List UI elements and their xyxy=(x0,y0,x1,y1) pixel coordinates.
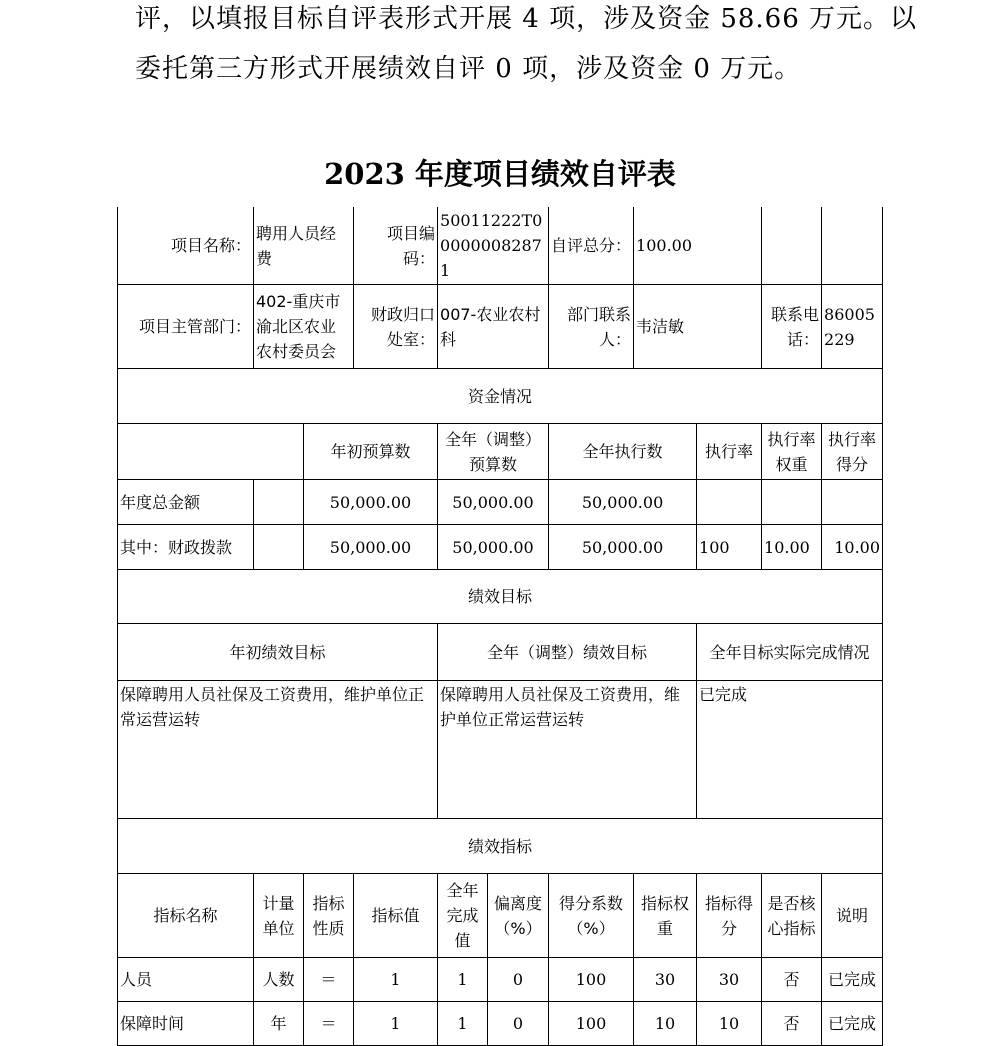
intro-line-2: 委托第三方形式开展绩效自评 0 项，涉及资金 0 万元。 xyxy=(135,54,802,84)
ind-header-note: 说明 xyxy=(822,874,883,958)
goals-header-actual: 全年目标实际完成情况 xyxy=(697,624,883,681)
ind-weight: 10 xyxy=(634,1002,697,1046)
goals-section-header: 绩效目标 xyxy=(118,570,883,624)
table-row xyxy=(118,1002,883,1046)
ind-core: 否 xyxy=(762,958,822,1002)
empty-cell xyxy=(697,480,762,525)
ind-note: 已完成 xyxy=(822,1002,883,1046)
ind-nature: ＝ xyxy=(304,958,354,1002)
ind-core: 否 xyxy=(762,1002,822,1046)
goal-actual: 已完成 xyxy=(697,681,883,819)
funds-header-row xyxy=(118,424,883,480)
project-code-label: 项目编码： xyxy=(354,207,438,285)
ind-header-completed: 全年完成值 xyxy=(438,874,488,958)
project-row-1 xyxy=(118,207,883,285)
table-row xyxy=(118,958,883,1002)
ind-header-value: 指标值 xyxy=(354,874,438,958)
goal-adjusted: 保障聘用人员社保及工资费用，维护单位正常运营运转 xyxy=(438,681,697,819)
funds-section-header: 资金情况 xyxy=(118,369,883,424)
total-executed: 50,000.00 xyxy=(549,480,697,525)
phone-value: 86005229 xyxy=(822,285,883,369)
performance-table xyxy=(117,207,883,1046)
funds-total-row xyxy=(118,480,883,525)
funds-header-initial: 年初预算数 xyxy=(304,424,438,480)
ind-completed: 1 xyxy=(438,958,488,1002)
funds-header-weight: 执行率权重 xyxy=(762,424,822,480)
fiscal-weight: 10.00 xyxy=(762,525,822,570)
empty-cell xyxy=(762,480,822,525)
office-value: 007-农业农村科 xyxy=(438,285,549,369)
fiscal-executed: 50,000.00 xyxy=(549,525,697,570)
ind-nature: ＝ xyxy=(304,1002,354,1046)
funds-fiscal-row xyxy=(118,525,883,570)
fiscal-rate: 100 xyxy=(697,525,762,570)
dept-label: 项目主管部门： xyxy=(118,285,254,369)
funds-header-executed: 全年执行数 xyxy=(549,424,697,480)
empty-cell xyxy=(118,424,304,480)
ind-header-nature: 指标性质 xyxy=(304,874,354,958)
goals-header-row xyxy=(118,624,883,681)
goals-header-adjusted: 全年（调整）绩效目标 xyxy=(438,624,697,681)
dept-value: 402-重庆市渝北区农业农村委员会 xyxy=(254,285,354,369)
ind-score: 10 xyxy=(697,1002,762,1046)
ind-score: 30 xyxy=(697,958,762,1002)
funds-header-rate: 执行率 xyxy=(697,424,762,480)
empty-cell xyxy=(254,480,304,525)
goals-section-row xyxy=(118,570,883,624)
project-row-2 xyxy=(118,285,883,369)
ind-value: 1 xyxy=(354,958,438,1002)
ind-weight: 30 xyxy=(634,958,697,1002)
ind-completed: 1 xyxy=(438,1002,488,1046)
intro-line-1: 评，以填报目标自评表形式开展 4 项，涉及资金 58.66 万元。以 xyxy=(135,4,918,34)
indicators-section-row xyxy=(118,819,883,874)
total-label: 年度总金额 xyxy=(118,480,254,525)
ind-header-coefficient: 得分系数（%） xyxy=(549,874,634,958)
ind-coefficient: 100 xyxy=(549,958,634,1002)
goals-content-row xyxy=(118,681,883,819)
ind-name: 人员 xyxy=(118,958,254,1002)
goal-initial: 保障聘用人员社保及工资费用，维护单位正常运营运转 xyxy=(118,681,438,819)
ind-unit: 年 xyxy=(254,1002,304,1046)
project-code-value: 50011222T000000082871 xyxy=(438,207,549,285)
empty-cell xyxy=(822,207,883,285)
contact-value: 韦洁敏 xyxy=(634,285,762,369)
fiscal-label: 其中：财政拨款 xyxy=(118,525,254,570)
ind-header-weight: 指标权重 xyxy=(634,874,697,958)
goals-header-initial: 年初绩效目标 xyxy=(118,624,438,681)
ind-header-core: 是否核心指标 xyxy=(762,874,822,958)
empty-cell xyxy=(254,525,304,570)
project-name-label: 项目名称： xyxy=(118,207,254,285)
ind-name: 保障时间 xyxy=(118,1002,254,1046)
ind-note: 已完成 xyxy=(822,958,883,1002)
ind-value: 1 xyxy=(354,1002,438,1046)
ind-deviation: 0 xyxy=(488,958,549,1002)
score-value: 100.00 xyxy=(634,207,762,285)
funds-header-adjusted: 全年（调整）预算数 xyxy=(438,424,549,480)
table-title: 2023 年度项目绩效自评表 xyxy=(324,157,676,191)
ind-coefficient: 100 xyxy=(549,1002,634,1046)
indicators-section-header: 绩效指标 xyxy=(118,819,883,874)
total-initial: 50,000.00 xyxy=(304,480,438,525)
phone-label: 联系电话： xyxy=(762,285,822,369)
ind-unit: 人数 xyxy=(254,958,304,1002)
ind-header-name: 指标名称 xyxy=(118,874,254,958)
contact-label: 部门联系人： xyxy=(549,285,634,369)
ind-header-score: 指标得分 xyxy=(697,874,762,958)
ind-header-deviation: 偏离度（%） xyxy=(488,874,549,958)
total-adjusted: 50,000.00 xyxy=(438,480,549,525)
indicators-header-row xyxy=(118,874,883,958)
funds-header-score: 执行率得分 xyxy=(822,424,883,480)
score-label: 自评总分： xyxy=(549,207,634,285)
fiscal-adjusted: 50,000.00 xyxy=(438,525,549,570)
empty-cell xyxy=(822,480,883,525)
office-label: 财政归口处室： xyxy=(354,285,438,369)
ind-header-unit: 计量单位 xyxy=(254,874,304,958)
ind-deviation: 0 xyxy=(488,1002,549,1046)
empty-cell xyxy=(762,207,822,285)
funds-section-row xyxy=(118,369,883,424)
fiscal-initial: 50,000.00 xyxy=(304,525,438,570)
fiscal-score: 10.00 xyxy=(822,525,883,570)
project-name-value: 聘用人员经费 xyxy=(254,207,354,285)
